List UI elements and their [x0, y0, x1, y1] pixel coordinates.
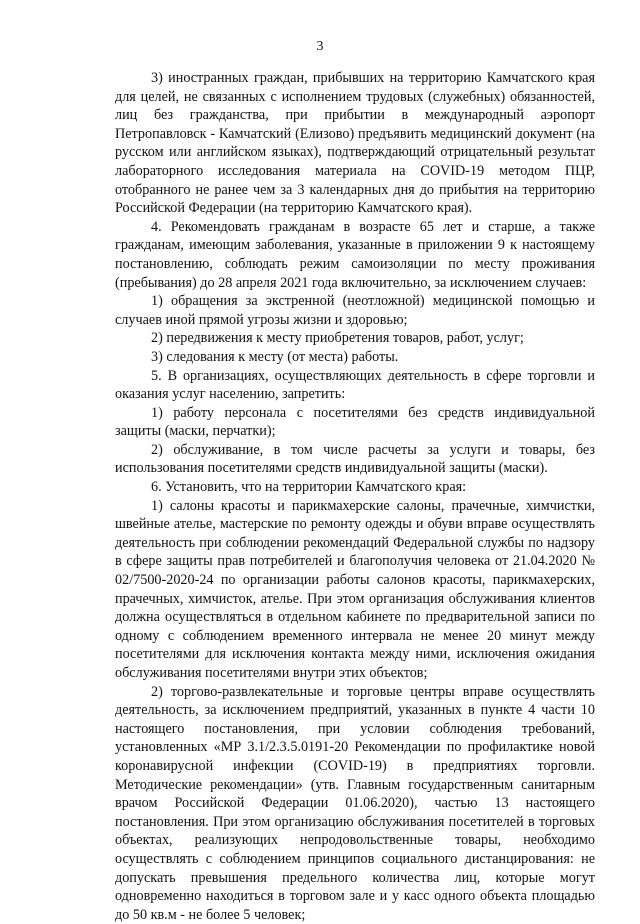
- paragraph-subitem-malls: 2) торгово-развлекательные и торговые центры вправе осуществлять деятельность, за исключением предприятий, указанных в пункте 4 части 10 настоящего постановления, при условии соблюдения требований, установленных «МР 3.1/2.3.5.0191-20 Рекомендации по профилактике новой коронавирусной инфекции (COVID-19) в предприятиях торговли. Методические рекомендации» (утв. Главным государственным санитарным врачом Российской Федерации 01.06.2020), частью 13 настоящего постановления. При этом организацию обслуживания посетителей в торговых объектах, реализующих непродовольственные товары, необходимо осуществлять с соблюдением принципов социального дистанцирования: не допускать превышения предельного количества лиц, которые могут одновременно находиться в торговом зале и у касс одного объекта площадью до 50 кв.м - не более 5 человек;: [115, 683, 595, 923]
- document-body: [115, 69, 595, 924]
- paragraph-item-6: 6. Установить, что на территории Камчатского края:: [151, 479, 467, 496]
- paragraph-subitem-salons: 1) салоны красоты и парикмахерские салоны, прачечные, химчистки, швейные ателье, мастерские по ремонту одежды и обуви вправе осуществлять деятельность при соблюдении рекомендаций Федеральной службы по надзору в сфере защиты прав потребителей и благополучия человека от 21.04.2020 № 02/7500-2020-24 по организации работы салонов красоты, парикмахерских, прачечных, химчисток, ателье. При этом организация обслуживания клиентов должна осуществляться в отдельном кабинете по предварительной записи по одному с соблюдением временного интервала не менее 20 минут между посетителями для исключения контакта между ними, исключения ожидания обслуживания посетителями внутри этих объектов;: [115, 497, 595, 681]
- page-number: 3: [316, 39, 324, 54]
- paragraph-item-4: 4. Рекомендовать гражданам в возрасте 65 лет и старше, а также гражданам, имеющим заболевания, указанные в приложении 9 к настоящему постановлению, соблюдать режим самоизоляции по месту проживания (пребывания) до 28 апреля 2021 года включительно, за исключением случаев:: [115, 218, 595, 291]
- paragraph-subitem-shopping: 2) передвижения к месту приобретения товаров, работ, услуг;: [151, 330, 524, 347]
- paragraph-subitem-service: 2) обслуживание, в том числе расчеты за услуги и товары, без использования посетителями средств индивидуальной защиты (маски).: [115, 441, 595, 477]
- paragraph-subitem-medical: 1) обращения за экстренной (неотложной) медицинской помощью и случаев иной прямой угрозы жизни и здоровью;: [115, 293, 595, 328]
- paragraph-subitem-ppe: 1) работу персонала с посетителями без средств индивидуальной защиты (маски, перчатки);: [115, 404, 595, 440]
- paragraph-subitem-work: 3) следования к месту (от места) работы.: [151, 348, 399, 365]
- paragraph-item-5: 5. В организациях, осуществляющих деятельность в сфере торговли и оказания услуг населению, запретить:: [115, 367, 595, 403]
- paragraph-foreign-citizens: 3) иностранных граждан, прибывших на территорию Камчатского края для целей, не связанных с исполнением трудовых (служебных) обязанностей, лиц без гражданства, при прибытии в международный аэропорт Петропавловск - Камчатский (Елизово) предъявить медицинский документ (на русском или английском языках), подтверждающий отрицательный результат лабораторного исследования материала на COVID-19 методом ПЦР, отобранного не ранее чем за 3 календарных дня до прибытия на территорию Российской Федерации (на территорию Камчатского края).: [115, 70, 595, 217]
